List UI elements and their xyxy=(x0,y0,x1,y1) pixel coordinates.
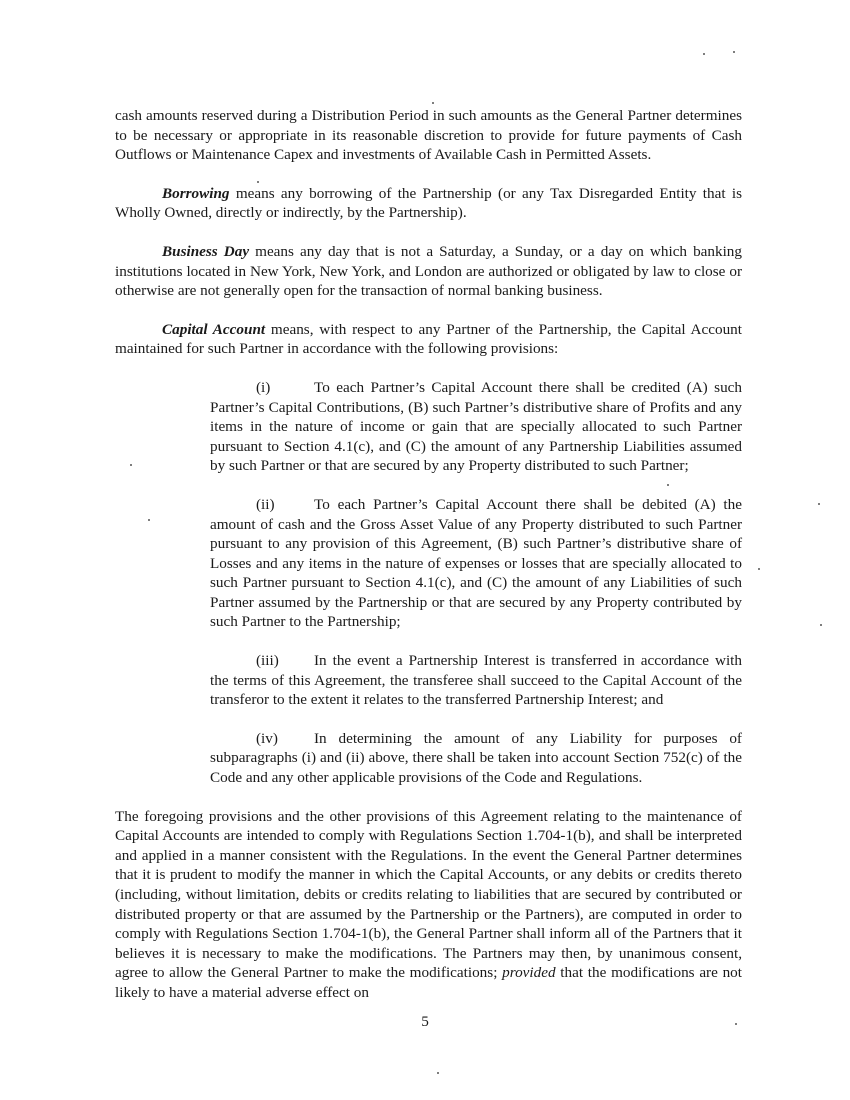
scan-speck xyxy=(820,624,822,626)
subparagraph-text: In determining the amount of any Liability for purposes of subparagraphs (i) and (ii) above, there shall be taken into account Section 752(c) of the Code and any other applicable provisions of the Code and Regulations. xyxy=(210,729,742,787)
paragraph-cash-amounts: cash amounts reserved during a Distribution Period in such amounts as the General Partner determines to be necessary or appropriate in its reasonable discretion to provide for future payments of Cash Outflows or Maintenance Capex and investments of Available Cash in Permitted Assets. xyxy=(115,107,742,164)
document-body xyxy=(115,106,742,1003)
subparagraph-number: (i) xyxy=(256,378,271,396)
closing-text-after: that the modifications are not likely to have a material adverse effect on xyxy=(115,964,742,1001)
scan-speck xyxy=(148,519,150,521)
scan-speck xyxy=(432,102,434,104)
closing-text-before: The foregoing provisions and the other provisions of this Agreement relating to the maintenance of Capital Accounts are intended to comply with Regulations Section 1.704-1(b), and shall be interpreted and applied in a manner consistent with the Regulations. In the event the General Partner determines that it is prudent to modify the manner in which the Capital Accounts, or any debits or credits thereto (including, without limitation, debits or credits relating to liabilities that are secured by contributed or distributed property or that are assumed by the Partnership or the Partners), are computed in order to comply with Regulations Section 1.704-1(b), the General Partner shall inform all of the Partners that it believes it is necessary to make the modifications. The Partners may then, by unanimous consent, agree to allow the General Partner to make the modifications; xyxy=(115,807,742,982)
subparagraph-number: (iii) xyxy=(256,652,279,670)
subparagraph-number: (ii) xyxy=(256,495,275,513)
subparagraph-text: To each Partner’s Capital Account there shall be debited (A) the amount of cash and the Gross Asset Value of any Property distributed to such Partner pursuant to any provision of this Agreement, (B) such Partner’s distributive share of Losses and any items in the nature of expenses or losses that are specially allocated to such Partner pursuant to Section 4.1(c), and (C) the amount of any Liabilities of such Partner assumed by the Partnership or that are secured by any Property contributed by such Partner to the Partnership; xyxy=(210,495,742,631)
definition-capital-account-text: means, with respect to any Partner of the Partnership, the Capital Account maintained for such Partner in accordance with the following provisions: xyxy=(115,320,742,358)
paragraph-closing xyxy=(115,807,742,1003)
scan-speck xyxy=(735,1023,737,1025)
subparagraph-number: (iv) xyxy=(256,729,278,747)
closing-italic-provided: provided xyxy=(502,964,556,982)
subparagraph-text: In the event a Partnership Interest is transferred in accordance with the terms of this Agreement, the transferee shall succeed to the Capital Account of the transferor to the extent it relates to the transferred Partnership Interest; and xyxy=(210,652,742,709)
definition-borrowing-text: means any borrowing of the Partnership (or any Tax Disregarded Entity that is Wholly Owned, directly or indirectly, by the Partnership). xyxy=(115,184,742,222)
scan-speck xyxy=(758,568,760,570)
scan-speck xyxy=(257,181,259,183)
scan-speck xyxy=(733,51,735,53)
definition-borrowing xyxy=(115,184,742,223)
scan-speck xyxy=(437,1072,439,1074)
defined-term-business-day: Business Day xyxy=(162,242,250,260)
defined-term-borrowing: Borrowing xyxy=(162,184,230,202)
subparagraph-text: To each Partner’s Capital Account there shall be credited (A) such Partner’s Capital Contributions, (B) such Partner’s distributive share of Profits and any items in the nature of income or gain that are specially allocated to such Partner pursuant to Section 4.1(c), and (C) the amount of any Partnership Liabilities assumed by such Partner or that are secured by any Property distributed to such Partner; xyxy=(210,378,742,475)
definition-capital-account xyxy=(115,320,742,359)
scan-speck xyxy=(667,484,669,486)
subparagraph-iii xyxy=(210,651,742,710)
subparagraph-iv xyxy=(210,729,742,788)
subparagraph-i xyxy=(210,378,742,476)
definition-business-day xyxy=(115,242,742,301)
scan-speck xyxy=(130,464,132,466)
page-number: 5 xyxy=(421,1013,429,1030)
defined-term-capital-account: Capital Account xyxy=(162,320,266,338)
subparagraph-ii xyxy=(210,495,742,632)
scan-speck xyxy=(818,503,820,505)
definition-business-day-text: means any day that is not a Saturday, a Sunday, or a day on which banking institutions located in New York, New York, and London are authorized or obligated by law to close or otherwise are not generally open for the transaction of normal banking business. xyxy=(115,242,742,300)
scan-speck xyxy=(703,53,705,55)
